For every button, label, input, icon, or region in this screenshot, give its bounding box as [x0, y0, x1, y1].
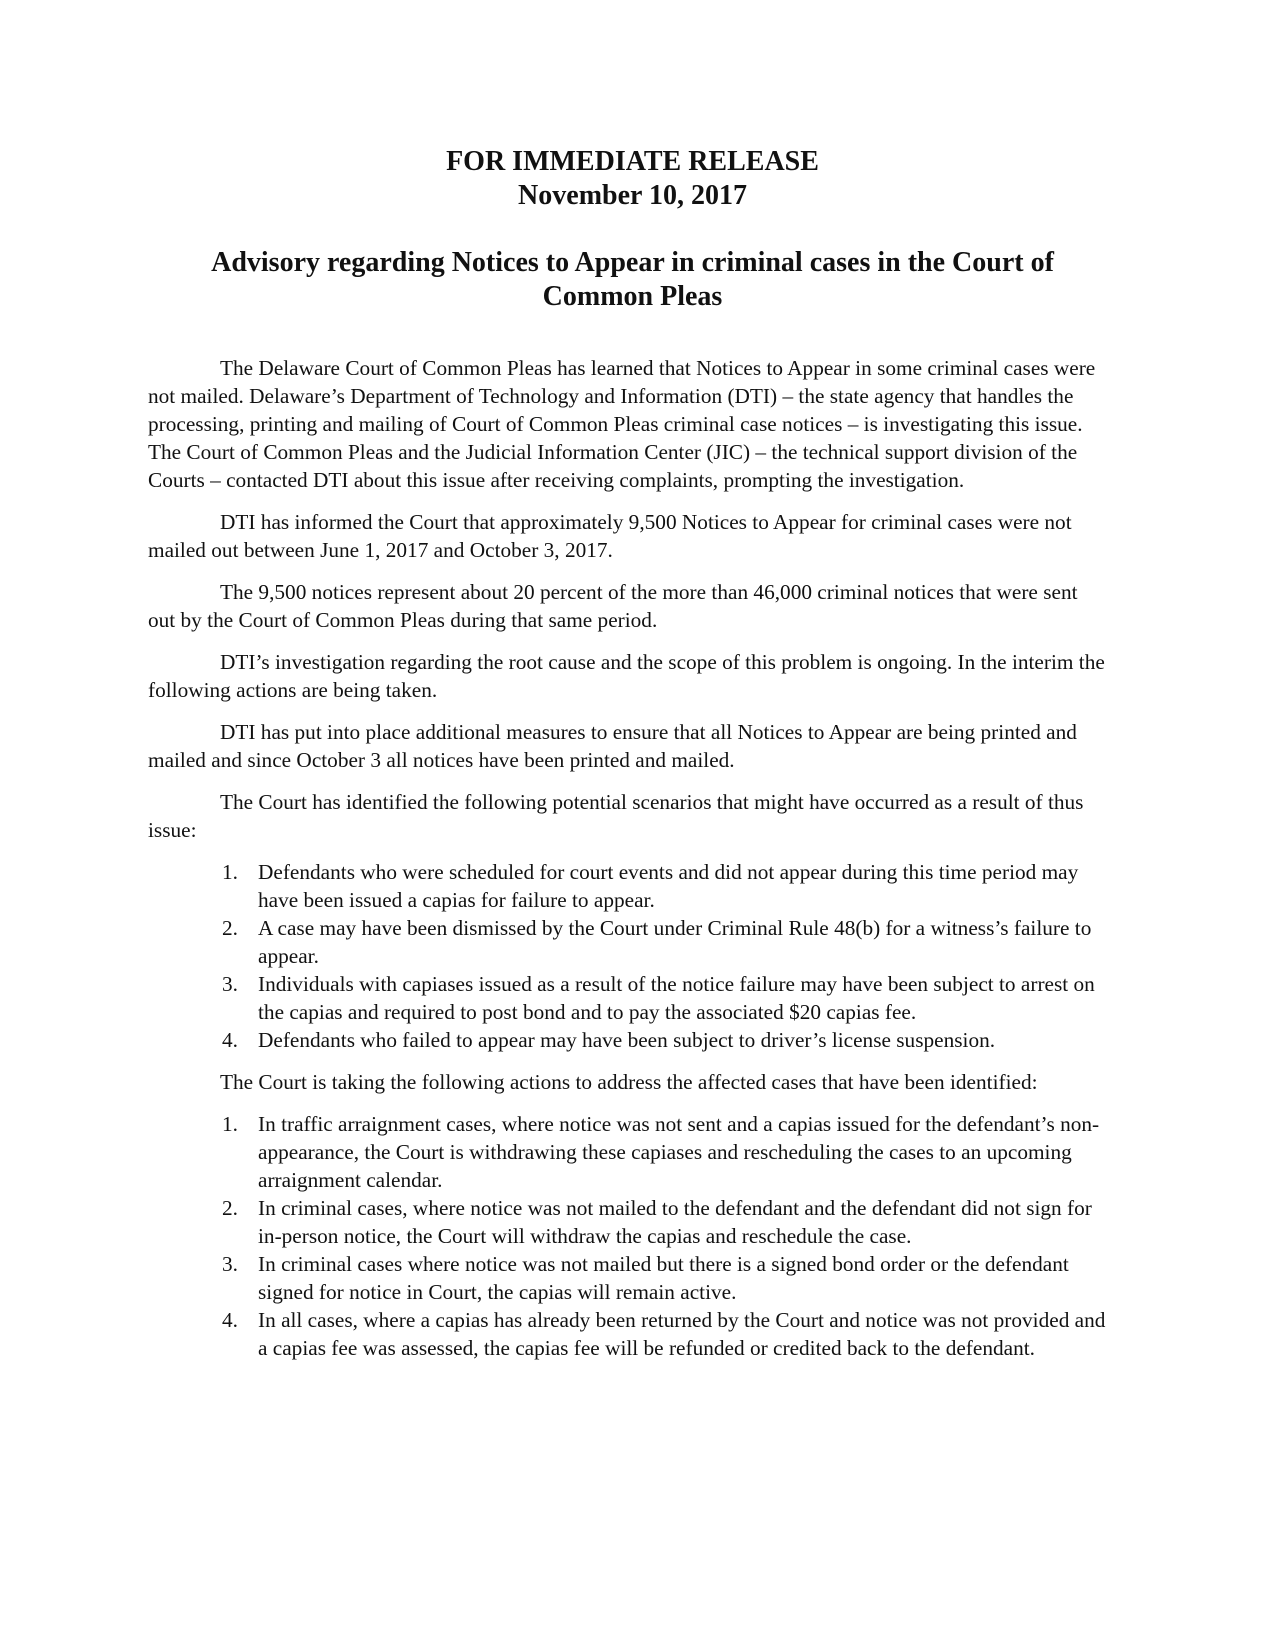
list-item: [148, 1250, 1108, 1306]
release-label: FOR IMMEDIATE RELEASE: [446, 146, 819, 177]
release-header: [0, 145, 1265, 213]
paragraph: The Delaware Court of Common Pleas has learned that Notices to Appear in some criminal cases were not mailed. Delaware’s Department of Technology and Information (DTI) – the state agency that handles the processing, printing and mailing of Court of Common Pleas criminal case notices – is investigating this issue. The Court of Common Pleas and the Judicial Information Center (JIC) – the technical support division of the Courts – contacted DTI about this issue after receiving complaints, prompting the investigation.: [148, 356, 1096, 492]
list-item: [148, 970, 1108, 1026]
paragraph: The 9,500 notices represent about 20 percent of the more than 46,000 criminal notices that were sent out by the Court of Common Pleas during that same period.: [148, 580, 1078, 632]
list-number: 1.: [222, 1112, 238, 1136]
list-item: [148, 858, 1108, 914]
list-number: 2.: [222, 1196, 238, 1220]
actions-intro: The Court is taking the following actions to address the affected cases that have been identified:: [220, 1070, 1038, 1094]
paragraph: DTI has informed the Court that approximately 9,500 Notices to Appear for criminal cases were not mailed out between June 1, 2017 and October 3, 2017.: [148, 510, 1072, 562]
release-date: November 10, 2017: [518, 180, 747, 211]
paragraph: DTI has put into place additional measures to ensure that all Notices to Appear are being printed and mailed and since October 3 all notices have been printed and mailed.: [148, 720, 1077, 772]
list-text: A case may have been dismissed by the Court under Criminal Rule 48(b) for a witness’s failure to appear.: [258, 916, 1092, 968]
title-line-1: Advisory regarding Notices to Appear in criminal cases in the Court of: [211, 247, 1054, 278]
list-number: 3.: [222, 1252, 238, 1276]
list-number: 1.: [222, 860, 238, 884]
list-number: 3.: [222, 972, 238, 996]
list-number: 2.: [222, 916, 238, 940]
list-text: In criminal cases, where notice was not mailed to the defendant and the defendant did not sign for in-person notice, the Court will withdraw the capias and reschedule the case.: [258, 1196, 1092, 1248]
actions-list: [148, 1110, 1108, 1362]
title-line-2: Common Pleas: [542, 281, 723, 312]
list-number: 4.: [222, 1308, 238, 1332]
list-text: In criminal cases where notice was not mailed but there is a signed bond order or the defendant signed for notice in Court, the capias will remain active.: [258, 1252, 1069, 1304]
list-number: 4.: [222, 1028, 238, 1052]
list-item: [148, 1026, 1108, 1054]
list-text: In traffic arraignment cases, where notice was not sent and a capias issued for the defendant’s non-appearance, the Court is withdrawing these capiases and rescheduling the cases to an upcoming arraignment calendar.: [258, 1112, 1100, 1192]
list-text: Individuals with capiases issued as a result of the notice failure may have been subject to arrest on the capias and required to post bond and to pay the associated $20 capias fee.: [258, 972, 1095, 1024]
list-item: [148, 914, 1108, 970]
list-text: Defendants who were scheduled for court events and did not appear during this time period may have been issued a capias for failure to appear.: [258, 860, 1079, 912]
list-text: Defendants who failed to appear may have been subject to driver’s license suspension.: [258, 1028, 996, 1052]
list-item: [148, 1306, 1108, 1362]
paragraph: The Court has identified the following potential scenarios that might have occurred as a result of thus issue:: [148, 790, 1084, 842]
list-text: In all cases, where a capias has already been returned by the Court and notice was not provided and a capias fee was assessed, the capias fee will be refunded or credited back to the defendant.: [258, 1308, 1106, 1360]
scenarios-list: [148, 858, 1108, 1054]
document-body: [148, 354, 1108, 1376]
paragraph: DTI’s investigation regarding the root cause and the scope of this problem is ongoing. In the interim the following actions are being taken.: [148, 650, 1105, 702]
list-item: [148, 1110, 1108, 1194]
document-title: [0, 246, 1265, 314]
list-item: [148, 1194, 1108, 1250]
